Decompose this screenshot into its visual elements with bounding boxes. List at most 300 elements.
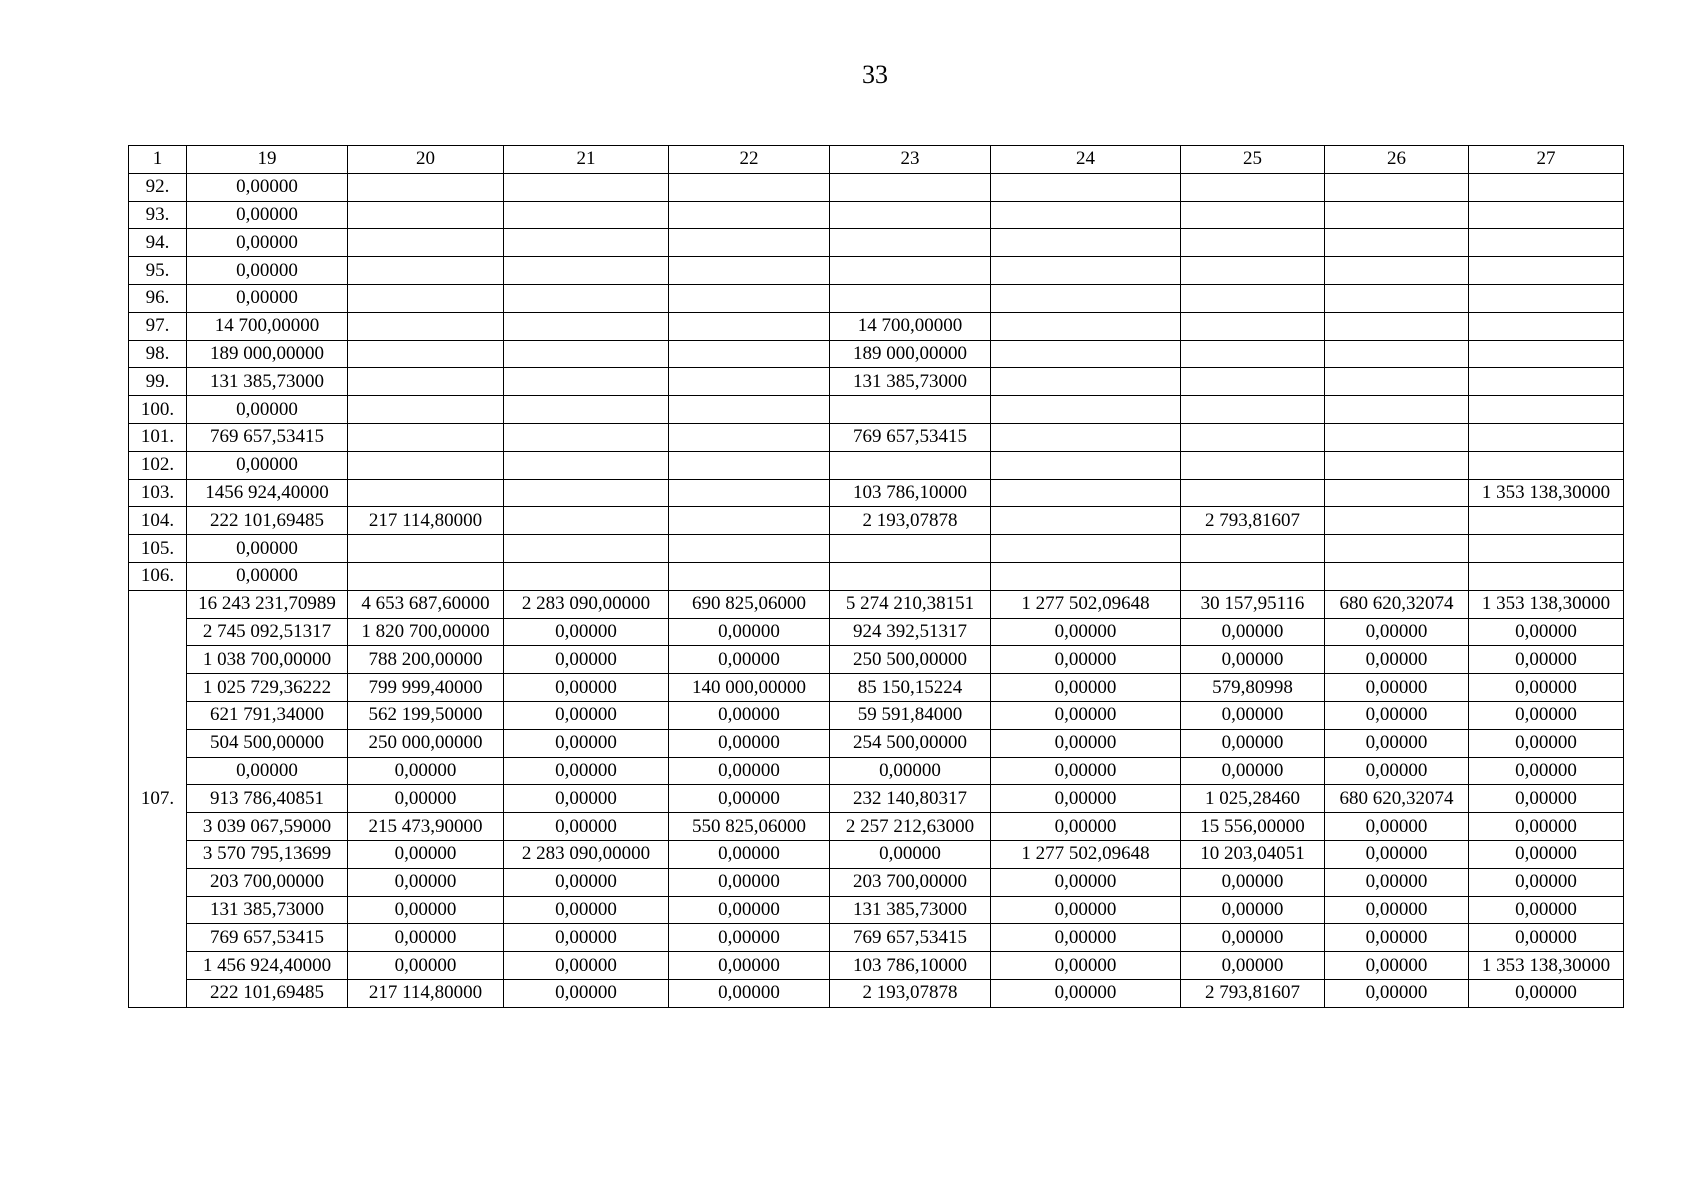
- table-cell: 4 653 687,60000: [348, 590, 504, 618]
- table-cell: [669, 201, 830, 229]
- table-cell: 0,00000: [1469, 813, 1624, 841]
- table-cell: 0,00000: [1469, 674, 1624, 702]
- table-cell: [991, 423, 1181, 451]
- table-cell: [1469, 396, 1624, 424]
- row-number: 92.: [129, 173, 187, 201]
- table-cell: 621 791,34000: [187, 701, 348, 729]
- table-cell: 0,00000: [1325, 813, 1469, 841]
- table-cell: [1325, 257, 1469, 285]
- table-cell: 203 700,00000: [187, 868, 348, 896]
- table-cell: [1469, 451, 1624, 479]
- table-cell: 232 140,80317: [830, 785, 991, 813]
- table-row: [129, 257, 1624, 285]
- table-cell: [830, 284, 991, 312]
- table-cell: 0,00000: [1181, 618, 1325, 646]
- table-cell: [991, 535, 1181, 563]
- table-cell: 1 277 502,09648: [991, 840, 1181, 868]
- table-cell: [504, 312, 669, 340]
- table-cell: 0,00000: [669, 924, 830, 952]
- total-row: [129, 896, 1624, 924]
- table-cell: 0,00000: [187, 229, 348, 257]
- column-header: 26: [1325, 146, 1469, 174]
- table-cell: 0,00000: [1181, 729, 1325, 757]
- table-cell: [1181, 423, 1325, 451]
- row-number: 102.: [129, 451, 187, 479]
- table-cell: [830, 229, 991, 257]
- table-cell: [991, 173, 1181, 201]
- table-cell: [669, 257, 830, 285]
- table-cell: 0,00000: [348, 896, 504, 924]
- total-row: [129, 840, 1624, 868]
- table-cell: 769 657,53415: [830, 924, 991, 952]
- table-cell: [504, 507, 669, 535]
- table-cell: [348, 257, 504, 285]
- row-number: 99.: [129, 368, 187, 396]
- table-cell: 0,00000: [187, 535, 348, 563]
- table-cell: 1 456 924,40000: [187, 952, 348, 980]
- table-cell: 0,00000: [991, 813, 1181, 841]
- table-cell: [348, 173, 504, 201]
- table-cell: [348, 396, 504, 424]
- row-number: 105.: [129, 535, 187, 563]
- table-cell: [669, 396, 830, 424]
- table-cell: [504, 229, 669, 257]
- table-cell: 0,00000: [504, 952, 669, 980]
- table-cell: 0,00000: [830, 757, 991, 785]
- table-cell: 0,00000: [991, 896, 1181, 924]
- table-cell: 85 150,15224: [830, 674, 991, 702]
- table-row: [129, 340, 1624, 368]
- table-cell: [669, 562, 830, 590]
- table-cell: [991, 396, 1181, 424]
- table-cell: [1469, 340, 1624, 368]
- table-cell: 0,00000: [1469, 701, 1624, 729]
- table-cell: 0,00000: [669, 952, 830, 980]
- table-cell: 0,00000: [504, 701, 669, 729]
- table-cell: [991, 507, 1181, 535]
- table-cell: 0,00000: [1469, 618, 1624, 646]
- table-cell: 0,00000: [1325, 674, 1469, 702]
- header-row: [129, 146, 1624, 174]
- table-cell: [991, 451, 1181, 479]
- table-cell: 0,00000: [1325, 924, 1469, 952]
- table-cell: 680 620,32074: [1325, 785, 1469, 813]
- table-cell: 0,00000: [991, 674, 1181, 702]
- table-cell: 0,00000: [187, 201, 348, 229]
- table-cell: 222 101,69485: [187, 507, 348, 535]
- table-cell: 189 000,00000: [187, 340, 348, 368]
- table-cell: 3 570 795,13699: [187, 840, 348, 868]
- data-table: [128, 145, 1624, 1008]
- table-cell: 103 786,10000: [830, 952, 991, 980]
- table-cell: 0,00000: [348, 952, 504, 980]
- table-cell: 217 114,80000: [348, 507, 504, 535]
- row-number: 100.: [129, 396, 187, 424]
- table-cell: 0,00000: [1469, 840, 1624, 868]
- table-row: [129, 173, 1624, 201]
- table-cell: 189 000,00000: [830, 340, 991, 368]
- table-cell: 59 591,84000: [830, 701, 991, 729]
- table-cell: 0,00000: [1325, 979, 1469, 1007]
- table-cell: 769 657,53415: [830, 423, 991, 451]
- table-cell: [1325, 368, 1469, 396]
- table-cell: [348, 479, 504, 507]
- column-header: 19: [187, 146, 348, 174]
- table-cell: 579,80998: [1181, 674, 1325, 702]
- table-cell: 0,00000: [991, 757, 1181, 785]
- row-number: 93.: [129, 201, 187, 229]
- table-cell: 0,00000: [1469, 729, 1624, 757]
- table-cell: [991, 368, 1181, 396]
- table-cell: 0,00000: [348, 840, 504, 868]
- table-cell: [1181, 340, 1325, 368]
- table-cell: [1469, 284, 1624, 312]
- total-row: [129, 646, 1624, 674]
- table-cell: 0,00000: [669, 785, 830, 813]
- table-cell: 0,00000: [1181, 924, 1325, 952]
- table-cell: [669, 423, 830, 451]
- table-cell: 140 000,00000: [669, 674, 830, 702]
- table-cell: 30 157,95116: [1181, 590, 1325, 618]
- table-row: [129, 562, 1624, 590]
- total-row: [129, 618, 1624, 646]
- table-cell: [1325, 507, 1469, 535]
- table-cell: 2 283 090,00000: [504, 590, 669, 618]
- table-cell: 0,00000: [1325, 701, 1469, 729]
- table-cell: [991, 229, 1181, 257]
- table-cell: [348, 312, 504, 340]
- table-cell: [830, 451, 991, 479]
- table-cell: 799 999,40000: [348, 674, 504, 702]
- total-row: [129, 757, 1624, 785]
- table-cell: 0,00000: [991, 646, 1181, 674]
- table-cell: 0,00000: [187, 451, 348, 479]
- table-cell: [1325, 562, 1469, 590]
- table-cell: 131 385,73000: [830, 368, 991, 396]
- table-cell: [1325, 479, 1469, 507]
- table-cell: 0,00000: [504, 785, 669, 813]
- table-cell: [504, 201, 669, 229]
- table-cell: [1469, 562, 1624, 590]
- table-cell: 0,00000: [669, 979, 830, 1007]
- table-cell: [1469, 201, 1624, 229]
- table-row: [129, 368, 1624, 396]
- table-cell: [504, 423, 669, 451]
- table-cell: [991, 257, 1181, 285]
- table-cell: [348, 423, 504, 451]
- table-cell: 103 786,10000: [830, 479, 991, 507]
- table-cell: [1469, 229, 1624, 257]
- table-cell: 0,00000: [991, 924, 1181, 952]
- table-cell: 131 385,73000: [187, 368, 348, 396]
- table-cell: 2 283 090,00000: [504, 840, 669, 868]
- table-cell: 215 473,90000: [348, 813, 504, 841]
- table-cell: 769 657,53415: [187, 924, 348, 952]
- table-cell: [669, 340, 830, 368]
- table-cell: 0,00000: [504, 757, 669, 785]
- table-body: [129, 146, 1624, 1008]
- table-cell: [1181, 284, 1325, 312]
- table-cell: 0,00000: [991, 979, 1181, 1007]
- table-cell: [991, 201, 1181, 229]
- table-row: [129, 284, 1624, 312]
- column-header: 22: [669, 146, 830, 174]
- table-cell: 769 657,53415: [187, 423, 348, 451]
- table-cell: [504, 368, 669, 396]
- table-cell: 0,00000: [1469, 757, 1624, 785]
- table-cell: 0,00000: [1181, 646, 1325, 674]
- table-cell: 1 353 138,30000: [1469, 590, 1624, 618]
- row-number: 104.: [129, 507, 187, 535]
- table-cell: 0,00000: [504, 646, 669, 674]
- row-number: 96.: [129, 284, 187, 312]
- table-cell: [1325, 451, 1469, 479]
- table-cell: 0,00000: [504, 979, 669, 1007]
- table-cell: [991, 340, 1181, 368]
- table-cell: [669, 173, 830, 201]
- table-cell: 0,00000: [669, 618, 830, 646]
- total-row: [129, 868, 1624, 896]
- table-cell: [1469, 173, 1624, 201]
- table-cell: 0,00000: [669, 646, 830, 674]
- table-cell: [1469, 257, 1624, 285]
- table-cell: 0,00000: [504, 868, 669, 896]
- table-cell: 0,00000: [1325, 840, 1469, 868]
- table-cell: 0,00000: [991, 701, 1181, 729]
- table-cell: [1325, 535, 1469, 563]
- table-cell: 1 353 138,30000: [1469, 479, 1624, 507]
- table-cell: [1325, 201, 1469, 229]
- table-cell: [1181, 229, 1325, 257]
- table-cell: [348, 201, 504, 229]
- table-cell: [830, 201, 991, 229]
- table-row: [129, 229, 1624, 257]
- table-cell: [1325, 340, 1469, 368]
- table-cell: [1325, 423, 1469, 451]
- table-cell: 1 038 700,00000: [187, 646, 348, 674]
- table-cell: 0,00000: [830, 840, 991, 868]
- table-cell: 0,00000: [348, 924, 504, 952]
- table-cell: [504, 396, 669, 424]
- table-cell: [669, 229, 830, 257]
- table-cell: 0,00000: [1469, 646, 1624, 674]
- table-cell: 0,00000: [187, 284, 348, 312]
- total-row: [129, 729, 1624, 757]
- table-cell: 0,00000: [669, 896, 830, 924]
- table-cell: 2 193,07878: [830, 507, 991, 535]
- table-cell: [1469, 312, 1624, 340]
- table-cell: 1 820 700,00000: [348, 618, 504, 646]
- table-cell: 562 199,50000: [348, 701, 504, 729]
- table-row: [129, 535, 1624, 563]
- total-row: [129, 701, 1624, 729]
- table-cell: 0,00000: [1325, 618, 1469, 646]
- table-cell: [1469, 423, 1624, 451]
- table-cell: [669, 507, 830, 535]
- column-header: 25: [1181, 146, 1325, 174]
- table-row: [129, 507, 1624, 535]
- table-cell: 0,00000: [187, 257, 348, 285]
- row-number: 94.: [129, 229, 187, 257]
- table-cell: 0,00000: [1325, 729, 1469, 757]
- table-cell: 203 700,00000: [830, 868, 991, 896]
- table-cell: [348, 562, 504, 590]
- table-cell: 1 353 138,30000: [1469, 952, 1624, 980]
- table-cell: 14 700,00000: [830, 312, 991, 340]
- row-number: 101.: [129, 423, 187, 451]
- table-row: [129, 423, 1624, 451]
- table-cell: 0,00000: [1469, 868, 1624, 896]
- table-cell: 0,00000: [991, 952, 1181, 980]
- table-cell: 0,00000: [187, 757, 348, 785]
- table-cell: [348, 340, 504, 368]
- table-row: [129, 312, 1624, 340]
- table-cell: 2 193,07878: [830, 979, 991, 1007]
- row-number: 107.: [129, 590, 187, 1007]
- row-number: 106.: [129, 562, 187, 590]
- column-header: 1: [129, 146, 187, 174]
- table-cell: 0,00000: [504, 813, 669, 841]
- table-cell: [1181, 562, 1325, 590]
- table-cell: 0,00000: [1469, 924, 1624, 952]
- table-cell: [1181, 479, 1325, 507]
- row-number: 103.: [129, 479, 187, 507]
- table-cell: [991, 562, 1181, 590]
- table-cell: [1181, 201, 1325, 229]
- table-cell: 0,00000: [1325, 952, 1469, 980]
- table-cell: [991, 312, 1181, 340]
- table-cell: [1325, 284, 1469, 312]
- table-row: [129, 396, 1624, 424]
- table-cell: 0,00000: [1469, 785, 1624, 813]
- table-cell: 0,00000: [1325, 896, 1469, 924]
- table-cell: [1181, 396, 1325, 424]
- table-row: [129, 451, 1624, 479]
- table-cell: [1325, 396, 1469, 424]
- table-cell: 0,00000: [348, 868, 504, 896]
- table-row: [129, 479, 1624, 507]
- table-cell: 0,00000: [187, 396, 348, 424]
- table-cell: 0,00000: [669, 840, 830, 868]
- table-cell: 2 257 212,63000: [830, 813, 991, 841]
- table-cell: [830, 535, 991, 563]
- table-cell: 0,00000: [669, 729, 830, 757]
- table-cell: 0,00000: [187, 562, 348, 590]
- table-cell: [1325, 312, 1469, 340]
- total-row: [129, 674, 1624, 702]
- table-cell: 0,00000: [1325, 757, 1469, 785]
- table-cell: 16 243 231,70989: [187, 590, 348, 618]
- table-cell: 0,00000: [348, 757, 504, 785]
- column-header: 27: [1469, 146, 1624, 174]
- table-cell: 680 620,32074: [1325, 590, 1469, 618]
- row-number: 95.: [129, 257, 187, 285]
- table-cell: [504, 173, 669, 201]
- table-cell: 131 385,73000: [187, 896, 348, 924]
- table-cell: 0,00000: [991, 868, 1181, 896]
- table-cell: 5 274 210,38151: [830, 590, 991, 618]
- table-cell: 0,00000: [669, 701, 830, 729]
- table-cell: [1325, 229, 1469, 257]
- table-cell: 0,00000: [991, 618, 1181, 646]
- table-cell: [830, 396, 991, 424]
- table-cell: 0,00000: [991, 785, 1181, 813]
- table-cell: 131 385,73000: [830, 896, 991, 924]
- table-cell: [991, 284, 1181, 312]
- total-row: [129, 813, 1624, 841]
- table-cell: 0,00000: [187, 173, 348, 201]
- table-cell: [1181, 368, 1325, 396]
- table-cell: [1469, 507, 1624, 535]
- row-number: 98.: [129, 340, 187, 368]
- total-row: [129, 979, 1624, 1007]
- table-cell: 222 101,69485: [187, 979, 348, 1007]
- table-cell: [669, 535, 830, 563]
- column-header: 24: [991, 146, 1181, 174]
- table-cell: [504, 340, 669, 368]
- table-cell: [348, 229, 504, 257]
- table-cell: [1181, 535, 1325, 563]
- table-cell: [991, 479, 1181, 507]
- table-cell: 924 392,51317: [830, 618, 991, 646]
- table-cell: 0,00000: [348, 785, 504, 813]
- table-cell: [504, 562, 669, 590]
- table-cell: [348, 535, 504, 563]
- table-cell: [1469, 368, 1624, 396]
- table-cell: 1 277 502,09648: [991, 590, 1181, 618]
- table-cell: 0,00000: [1181, 701, 1325, 729]
- table-cell: 254 500,00000: [830, 729, 991, 757]
- table-cell: 0,00000: [504, 674, 669, 702]
- table-cell: [669, 451, 830, 479]
- total-row: [129, 924, 1624, 952]
- page-number: 33: [862, 60, 888, 89]
- table-cell: 0,00000: [669, 757, 830, 785]
- table-cell: [1325, 173, 1469, 201]
- table-cell: [669, 479, 830, 507]
- table-cell: 0,00000: [1325, 868, 1469, 896]
- table-cell: 0,00000: [1469, 979, 1624, 1007]
- table-cell: [669, 312, 830, 340]
- table-cell: 2 793,81607: [1181, 979, 1325, 1007]
- table-cell: [1469, 535, 1624, 563]
- table-cell: 0,00000: [504, 896, 669, 924]
- total-row: [129, 590, 1624, 618]
- table-cell: [504, 451, 669, 479]
- table-cell: [830, 173, 991, 201]
- table-cell: [669, 368, 830, 396]
- table-cell: [1181, 257, 1325, 285]
- table-cell: 0,00000: [1181, 896, 1325, 924]
- table-cell: [1181, 312, 1325, 340]
- table-cell: 2 745 092,51317: [187, 618, 348, 646]
- table-cell: [504, 257, 669, 285]
- table-cell: 0,00000: [1469, 896, 1624, 924]
- table-cell: 0,00000: [504, 924, 669, 952]
- total-row: [129, 785, 1624, 813]
- table-cell: 250 000,00000: [348, 729, 504, 757]
- table-cell: 690 825,06000: [669, 590, 830, 618]
- table-cell: 0,00000: [1181, 868, 1325, 896]
- table-cell: 14 700,00000: [187, 312, 348, 340]
- table-cell: [504, 535, 669, 563]
- table-cell: 1 025 729,36222: [187, 674, 348, 702]
- table-cell: 788 200,00000: [348, 646, 504, 674]
- table-cell: 504 500,00000: [187, 729, 348, 757]
- table-cell: [504, 479, 669, 507]
- table-cell: 0,00000: [669, 868, 830, 896]
- table-cell: 3 039 067,59000: [187, 813, 348, 841]
